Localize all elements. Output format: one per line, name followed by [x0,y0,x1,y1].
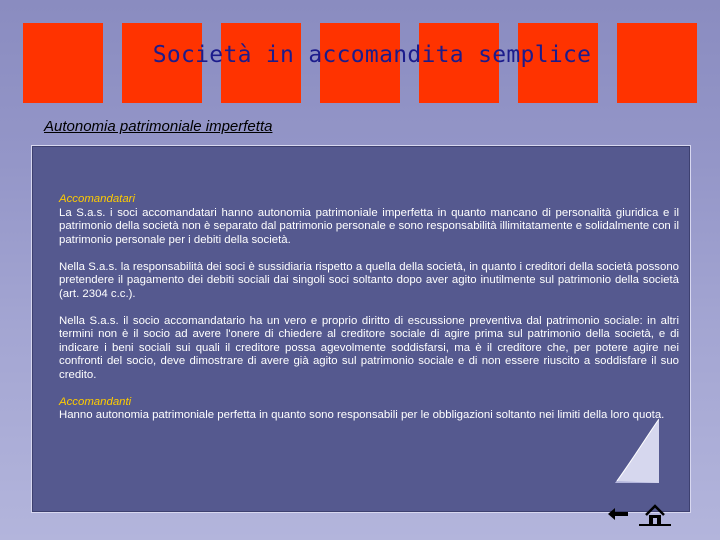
home-icon [637,503,673,527]
back-button[interactable] [606,505,630,523]
paragraph-text: Hanno autonomia patrimoniale perfetta in quanto sono responsabili per le obbligazioni soltanto nei limiti della loro quota. [59,409,665,421]
home-button[interactable] [637,503,673,527]
paragraph-text: Nella S.a.s. la responsabilità dei soci è sussidiaria rispetto a quella della società, in quanto i creditori della società possono pretendere il pagamento dei debiti sociali dai singoli soci soltanto dopo aver agito inutilmente sul patrimonio della società (art. 2304 c.c.). [59,260,679,300]
paragraph-heading: Accomandanti [59,395,132,408]
arrow-left-icon [606,505,630,523]
slide-title: Società in accomandita semplice [152,42,592,68]
paragraph-text: Nella S.a.s. il socio accomandatario ha un vero e proprio diritto di escussione preventiva dal patrimonio sociale: in altri termini non è il socio ad avere l'onere di chiedere al creditore sociale di agire prima sul patrimonio della società, e di indicare i beni sociali sui quali il creditore possa agevolmente soddisfarsi, ma è il creditore che, per potere agire nei confronti del socio, deve dimostrare di avere già agito sul patrimonio sociale e di non essere riuscito a soddisfare il suo credito. [59,314,679,381]
page-curl-decoration [615,419,659,483]
paragraph-accomandanti [59,396,679,423]
slide-subtitle: Autonomia patrimoniale imperfetta [44,118,273,135]
paragraph-sussidiaria [59,261,679,302]
paragraph-text: La S.a.s. i soci accomandatari hanno autonomia patrimoniale imperfetta in quanto mancano di personalità giuridica e il patrimonio della società non è separato dal patrimonio personale e sono responsabilità illimitatamente e solidalmente con il patrimonio personale per i debiti della società. [59,206,679,246]
content-body [59,193,679,436]
content-panel [31,145,691,513]
paragraph-accomandatari [59,193,679,247]
paragraph-escussione [59,315,679,383]
paragraph-heading: Accomandatari [59,193,135,205]
